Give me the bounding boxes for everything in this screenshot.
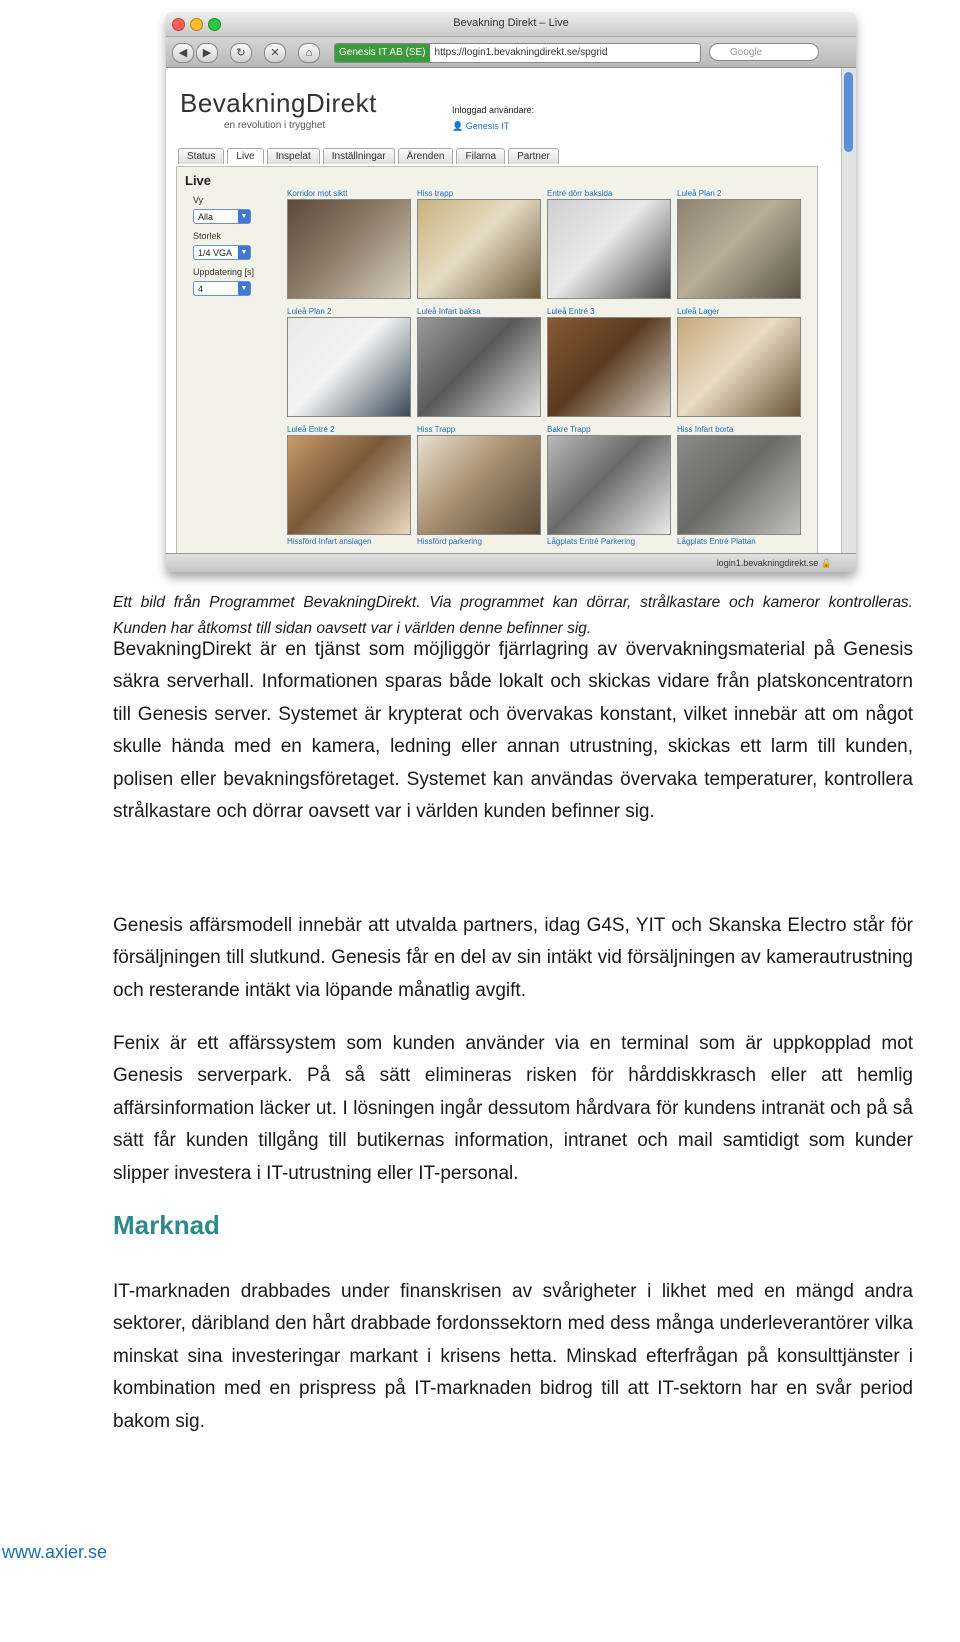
- tab-partner[interactable]: Partner: [508, 148, 559, 164]
- camera-feed-image[interactable]: [547, 435, 671, 535]
- refresh-label: Uppdatering [s]: [193, 267, 255, 277]
- camera-cell[interactable]: [417, 425, 541, 537]
- camera-feed-image[interactable]: [677, 435, 801, 535]
- camera-label[interactable]: Luleå Infart baksa: [417, 307, 481, 316]
- camera-label[interactable]: Entré dörr baksida: [547, 189, 613, 198]
- camera-label[interactable]: Bakre Trapp: [547, 425, 591, 434]
- camera-label[interactable]: Luleå Plan 2: [677, 189, 722, 198]
- figure-caption: Ett bild från Programmet BevakningDirekt. Via programmet kan dörrar, strålkastare och kameror kontrolleras. Kunden har åtkomst till sidan oavsett var i världen denne befinner sig.: [113, 594, 913, 637]
- browser-screenshot: [166, 12, 856, 572]
- lock-icon: 🔒: [820, 558, 832, 568]
- bottom-camera-labels: [287, 537, 809, 547]
- camera-cell[interactable]: [417, 189, 541, 301]
- section-heading: Marknad: [113, 1210, 220, 1240]
- window-title: Bevakning Direkt – Live: [453, 17, 569, 29]
- camera-feed-image[interactable]: [287, 199, 411, 299]
- camera-label[interactable]: Luleå Plan 2: [287, 307, 332, 316]
- camera-cell[interactable]: [417, 307, 541, 419]
- forward-button[interactable]: ▶: [196, 43, 218, 63]
- chevron-down-icon: ▼: [238, 210, 250, 223]
- camera-label[interactable]: Hiss Trapp: [417, 425, 456, 434]
- chevron-down-icon: ▼: [238, 282, 250, 295]
- camera-grid: [287, 189, 809, 537]
- browser-toolbar: [166, 37, 856, 68]
- camera-cell[interactable]: [287, 425, 411, 537]
- camera-label[interactable]: Hissförd parkering: [417, 537, 482, 546]
- camera-label[interactable]: Luleå Entré 2: [287, 425, 335, 434]
- camera-feed-image[interactable]: [547, 317, 671, 417]
- paragraph-fenix: Fenix är ett affärssystem som kunden använder via en terminal som är uppkopplad mot Genesis serverpark. På så sätt elimineras risken för hårddiskkrasch eller att hemlig affärsinformation läcker ut. I lösningen ingår dessutom hårdvara för kundens intranät och på så sätt får kunden tillgång till butikernas information, intranet och mail samtidigt som kunder slipper investera i IT-utrustning eller IT-personal.: [113, 1033, 913, 1184]
- camera-cell[interactable]: [547, 307, 671, 419]
- reload-button[interactable]: ↻: [230, 43, 252, 63]
- camera-cell[interactable]: [287, 307, 411, 419]
- login-user-link[interactable]: Genesis IT: [465, 121, 510, 131]
- tab-status[interactable]: Status: [178, 148, 224, 164]
- tab-live[interactable]: Live: [227, 148, 263, 164]
- brand-logo: BevakningDirekt: [180, 88, 377, 118]
- camera-cell[interactable]: [547, 425, 671, 537]
- camera-label[interactable]: Hissförd Infart anslagen: [287, 537, 372, 546]
- camera-cell[interactable]: [677, 307, 801, 419]
- tab-inspelat[interactable]: Inspelat: [267, 148, 320, 164]
- site-identity-badge[interactable]: Genesis IT AB (SE): [335, 44, 430, 62]
- status-bar: [166, 553, 856, 572]
- window-titlebar: [166, 12, 856, 37]
- footer-link[interactable]: www.axier.se: [2, 1542, 108, 1562]
- camera-feed-image[interactable]: [287, 317, 411, 417]
- camera-feed-image[interactable]: [417, 317, 541, 417]
- url-text: https://login1.bevakningdirekt.se/spgrid: [434, 47, 608, 58]
- paragraph-bevakningdirekt: BevakningDirekt är en tjänst som möjliggör fjärrlagring av övervakningsmaterial på Genesis säkra serverhall. Informationen sparas både lokalt och skickas vidare från platskoncentratorn till Genesis server. Systemet är krypterat och övervakas konstant, vilket innebär att om något skulle hända med en kamera, ledning eller annan utrustning, skickas ett larm till kunden, polisen eller bevakningsföretaget. Systemet kan användas övervaka temperaturer, kontrollera strålkastare och dörrar oavsett var i världen kunden befinner sig.: [113, 639, 913, 823]
- view-select-value: Alla: [198, 212, 214, 222]
- camera-label[interactable]: Hiss Infart borta: [677, 425, 734, 434]
- user-icon: 👤: [452, 121, 466, 131]
- vertical-scrollbar[interactable]: [841, 68, 856, 554]
- camera-feed-image[interactable]: [677, 199, 801, 299]
- camera-cell[interactable]: [547, 189, 671, 301]
- camera-feed-image[interactable]: [287, 435, 411, 535]
- paragraph-market: IT-marknaden drabbades under finanskrisen av svårigheter i likhet med en mängd andra sektorer, däribland den hårt drabbade fordonssektorn med dess många underleverantörer vilka minskat sina investeringar markant i krisens hetta. Minskad efterfrågan på konsulttjänster i kombination med en prispress på IT-marknaden bidrog till att IT-sektorn har en svår period bakom sig.: [113, 1281, 913, 1432]
- view-select[interactable]: [193, 209, 251, 224]
- camera-label[interactable]: Lågplats Entré Parkering: [547, 537, 636, 546]
- size-label: Storlek: [193, 231, 222, 241]
- panel-title: Live: [185, 173, 212, 188]
- status-text: login1.bevakningdirekt.se: [716, 558, 819, 568]
- chevron-down-icon: ▼: [238, 246, 250, 259]
- refresh-select[interactable]: [193, 281, 251, 296]
- view-label: Vy: [193, 195, 204, 205]
- login-info: [452, 102, 534, 134]
- size-select[interactable]: [193, 245, 251, 260]
- paragraph-business-model: Genesis affärsmodell innebär att utvalda partners, idag G4S, YIT och Skanska Electro står för försäljningen till slutkund. Genesis får en del av sin intäkt vid försäljningen av kamerautrustning och resterande intäkt via löpande månatlig avgift.: [113, 915, 913, 1001]
- camera-cell[interactable]: [677, 189, 801, 301]
- size-select-value: 1/4 VGA: [198, 248, 233, 258]
- camera-label[interactable]: Luleå Lager: [677, 307, 720, 316]
- camera-label[interactable]: Luleå Entré 3: [547, 307, 595, 316]
- brand-tagline: en revolution i trygghet: [224, 120, 326, 131]
- back-button[interactable]: ◀: [172, 43, 194, 63]
- camera-label[interactable]: Hiss trapp: [417, 189, 454, 198]
- camera-feed-image[interactable]: [417, 435, 541, 535]
- login-label: Inloggad användare:: [452, 105, 535, 115]
- camera-feed-image[interactable]: [677, 317, 801, 417]
- tab-filarna[interactable]: Filarna: [456, 148, 505, 164]
- tab-inställningar[interactable]: Inställningar: [323, 148, 395, 164]
- nav-tabs: [178, 148, 559, 164]
- camera-label[interactable]: Lågplats Entré Plattan: [677, 537, 756, 546]
- scroll-thumb[interactable]: [844, 72, 853, 152]
- camera-feed-image[interactable]: [417, 199, 541, 299]
- camera-cell[interactable]: [287, 189, 411, 301]
- search-input[interactable]: Google: [709, 43, 819, 61]
- live-panel: [176, 166, 818, 554]
- home-button[interactable]: ⌂: [298, 43, 320, 63]
- stop-button[interactable]: ✕: [264, 43, 286, 63]
- refresh-select-value: 4: [198, 284, 204, 294]
- camera-label[interactable]: Korridor mot siktt: [287, 189, 348, 198]
- address-bar[interactable]: [334, 43, 701, 63]
- tab-ärenden[interactable]: Ärenden: [398, 148, 454, 164]
- camera-feed-image[interactable]: [547, 199, 671, 299]
- camera-cell[interactable]: [677, 425, 801, 537]
- web-page: [166, 68, 842, 554]
